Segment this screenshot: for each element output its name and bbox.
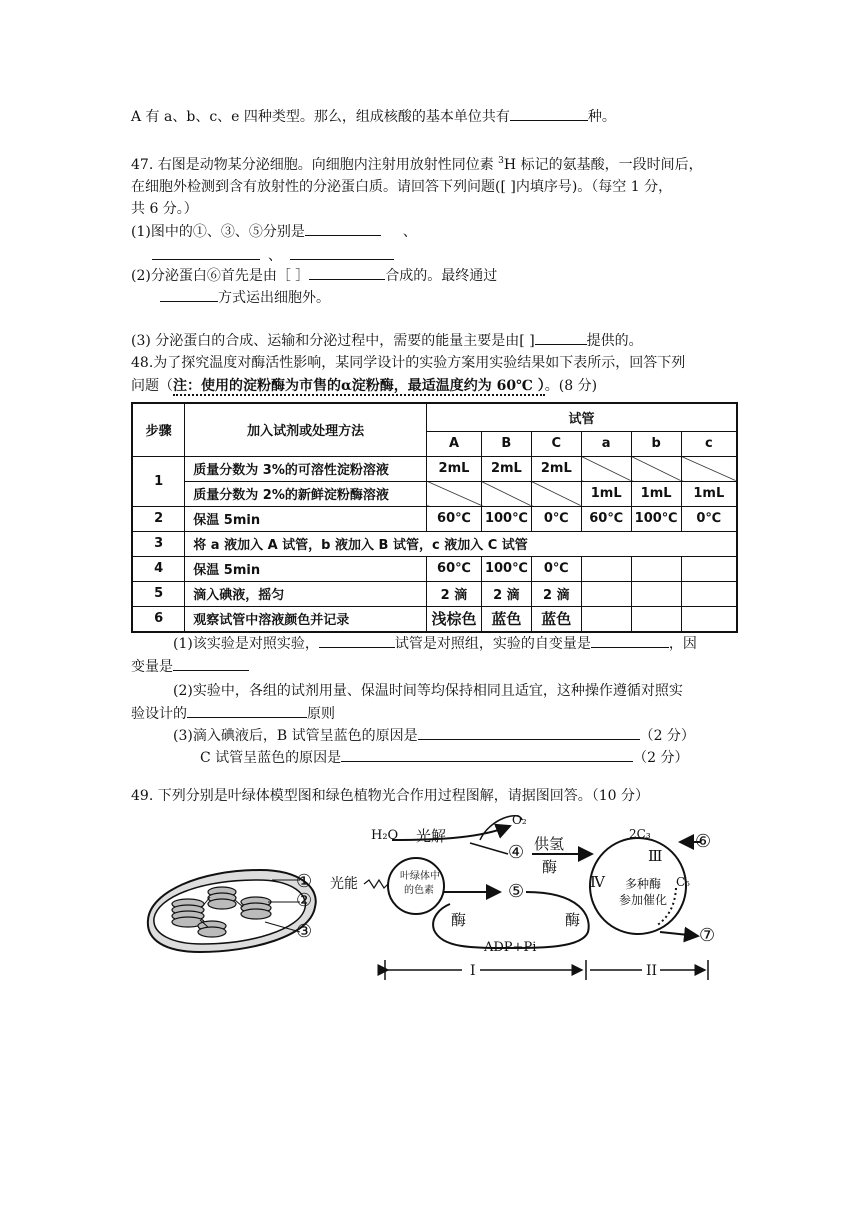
answer-blank[interactable] xyxy=(418,725,640,740)
empty-cell xyxy=(427,481,482,506)
table-cell: 2 滴 xyxy=(427,581,482,606)
table-cell: 60℃ xyxy=(581,506,631,531)
answer-blank[interactable] xyxy=(341,747,633,762)
table-cell: 2mL xyxy=(427,456,482,481)
table-cell xyxy=(681,556,737,581)
table-cell xyxy=(581,606,631,632)
answer-blank[interactable] xyxy=(510,106,588,121)
table-cell xyxy=(631,581,681,606)
header-step: 步骤 xyxy=(132,403,185,456)
label-7: ⑦ xyxy=(699,925,716,946)
table-cell: 0℃ xyxy=(681,506,737,531)
q47-line2: 在细胞外检测到含有放射性的分泌蛋白质。请回答下列问题([ ]内填序号)。（每空 1 分， xyxy=(131,179,673,195)
step-cell: 1 xyxy=(132,456,185,506)
segment-2-label: II xyxy=(646,963,658,979)
header-method: 加入试剂或处理方法 xyxy=(185,403,427,456)
q47-sub1: (1)图中的①、③、⑤分别是 、 xyxy=(131,221,417,242)
adp-label: ADP+Pi xyxy=(484,940,537,955)
q48-sub4: C 试管呈蓝色的原因是 （2 分） xyxy=(200,747,689,768)
q48-sub3: (3)滴入碘液后，B 试管呈蓝色的原因是 （2 分） xyxy=(173,725,695,746)
tube-label: c xyxy=(681,431,737,456)
empty-cell xyxy=(481,481,531,506)
answer-blank[interactable] xyxy=(290,245,394,260)
step-cell: 4 xyxy=(132,556,185,581)
table-cell: 1mL xyxy=(581,481,631,506)
answer-blank[interactable] xyxy=(591,633,669,648)
segment-1-label: I xyxy=(470,963,476,979)
guangjie-label: 光解 xyxy=(416,827,447,845)
mei-top-label: 酶 xyxy=(542,858,558,876)
answer-blank[interactable] xyxy=(173,656,249,671)
table-cell: 浅棕色 xyxy=(427,606,482,632)
table-cell xyxy=(631,606,681,632)
table-cell: 1mL xyxy=(681,481,737,506)
empty-cell xyxy=(631,456,681,481)
label-6: ⑥ xyxy=(695,831,712,852)
multi-label-2: 参加催化 xyxy=(619,893,668,907)
table-cell xyxy=(581,581,631,606)
pigment-label-1: 叶绿体中 xyxy=(400,871,440,882)
table-cell xyxy=(681,606,737,632)
tube-label: A xyxy=(427,431,482,456)
table-cell: 60℃ xyxy=(427,506,482,531)
empty-cell xyxy=(581,456,631,481)
q48-sub2-cont: 验设计的 原则 xyxy=(131,703,335,724)
tube-label: a xyxy=(581,431,631,456)
q47-line1: 47. 右图是动物某分泌细胞。向细胞内注射用放射性同位素 $^3$H 标记的氨基酸，一段时间后， xyxy=(131,156,703,173)
table-cell: 1mL xyxy=(631,481,681,506)
table-cell: 100℃ xyxy=(631,506,681,531)
q48-sub1-cont: 变量是 xyxy=(131,656,249,677)
header-tubes: 试管 xyxy=(427,403,737,431)
q47-sub3: (3) 分泌蛋白的合成、运输和分泌过程中，需要的能量主要是由[ ] 提供的。 xyxy=(131,330,643,351)
label-1: ① xyxy=(296,871,313,892)
method-cell: 质量分数为 3%的可溶性淀粉溶液 xyxy=(185,456,427,481)
tube-label: C xyxy=(531,431,581,456)
answer-blank[interactable] xyxy=(309,265,385,280)
table-cell: 蓝色 xyxy=(531,606,581,632)
method-cell: 保温 5min xyxy=(185,556,427,581)
answer-blank[interactable] xyxy=(152,245,260,260)
table-cell: 100℃ xyxy=(481,556,531,581)
o2-label: O₂ xyxy=(512,813,527,827)
answer-blank[interactable] xyxy=(535,330,587,345)
line-q46-tail: A 有 a、b、c、e 四种类型。那么，组成核酸的基本单位共有 种。 xyxy=(131,106,616,127)
q48-line1: 48.为了探究温度对酶活性影响，某同学设计的实验方案用实验结果如下表所示，回答下列 xyxy=(131,355,686,371)
step-cell: 6 xyxy=(132,606,185,632)
c3-label: 2C₃ xyxy=(629,827,651,841)
table-cell: 100℃ xyxy=(481,506,531,531)
label-2: ② xyxy=(296,890,313,911)
table-cell xyxy=(631,556,681,581)
step-cell: 3 xyxy=(132,531,185,556)
q48-line2: 问题（注：使用的淀粉酶为市售的α淀粉酶，最适温度约为 60℃ ）。(8 分) xyxy=(131,378,598,394)
tube-label: b xyxy=(631,431,681,456)
empty-cell xyxy=(531,481,581,506)
method-cell: 观察试管中溶液颜色并记录 xyxy=(185,606,427,632)
q47-sub2: (2)分泌蛋白⑥首先是由［ ］ 合成的。最终通过 xyxy=(131,265,497,286)
multi-label-1: 多种酶 xyxy=(625,877,662,891)
table-cell: 2 滴 xyxy=(531,581,581,606)
guangneng-label: 光能 xyxy=(330,876,358,892)
label-5: ⑤ xyxy=(508,881,525,902)
step-cell: 5 xyxy=(132,581,185,606)
table-cell: 2 滴 xyxy=(481,581,531,606)
q47-line3: 共 6 分。） xyxy=(131,201,198,217)
method-cell: 滴入碘液，摇匀 xyxy=(185,581,427,606)
q48-sub2: (2)实验中，各组的试剂用量、保温时间等均保持相同且适宜，这种操作遵循对照实 xyxy=(173,683,683,699)
q49-line: 49. 下列分别是叶绿体模型图和绿色植物光合作用过程图解，请据图回答。（10 分） xyxy=(131,788,649,804)
q47-sub1-cont: 、 xyxy=(152,245,394,266)
mei-right-label: 酶 xyxy=(565,911,581,929)
roman-4: Ⅳ xyxy=(590,873,605,891)
mei-left-label: 酶 xyxy=(451,911,467,929)
method-cell: 将 a 液加入 A 试管，b 液加入 B 试管，c 液加入 C 试管 xyxy=(185,531,737,556)
answer-blank[interactable] xyxy=(160,287,218,302)
table-cell: 2mL xyxy=(531,456,581,481)
empty-cell xyxy=(681,456,737,481)
label-3: ③ xyxy=(296,921,313,942)
answer-blank[interactable] xyxy=(319,633,395,648)
h2o-label: H₂O xyxy=(371,828,399,843)
experiment-table xyxy=(131,402,738,633)
pigment-label-2: 的色素 xyxy=(404,885,434,896)
table-cell xyxy=(581,556,631,581)
table-cell: 0℃ xyxy=(531,556,581,581)
table-cell: 蓝色 xyxy=(481,606,531,632)
tube-label: B xyxy=(481,431,531,456)
method-cell: 保温 5min xyxy=(185,506,427,531)
roman-3: Ⅲ xyxy=(648,847,663,865)
table-cell xyxy=(681,581,737,606)
table-cell: 60℃ xyxy=(427,556,482,581)
table-cell: 2mL xyxy=(481,456,531,481)
step-cell: 2 xyxy=(132,506,185,531)
q48-sub1: (1)该实验是对照实验， 试管是对照组，实验的自变量是 ，因 xyxy=(173,633,697,654)
gongqing-label: 供氢 xyxy=(534,835,565,853)
answer-blank[interactable] xyxy=(187,703,307,718)
c5-label: C₅ xyxy=(676,875,690,889)
q47-sub2-cont: 方式运出细胞外。 xyxy=(160,287,330,308)
answer-blank[interactable] xyxy=(305,221,381,236)
method-cell: 质量分数为 2%的新鲜淀粉酶溶液 xyxy=(185,481,427,506)
table-cell: 0℃ xyxy=(531,506,581,531)
label-4: ④ xyxy=(508,842,525,863)
